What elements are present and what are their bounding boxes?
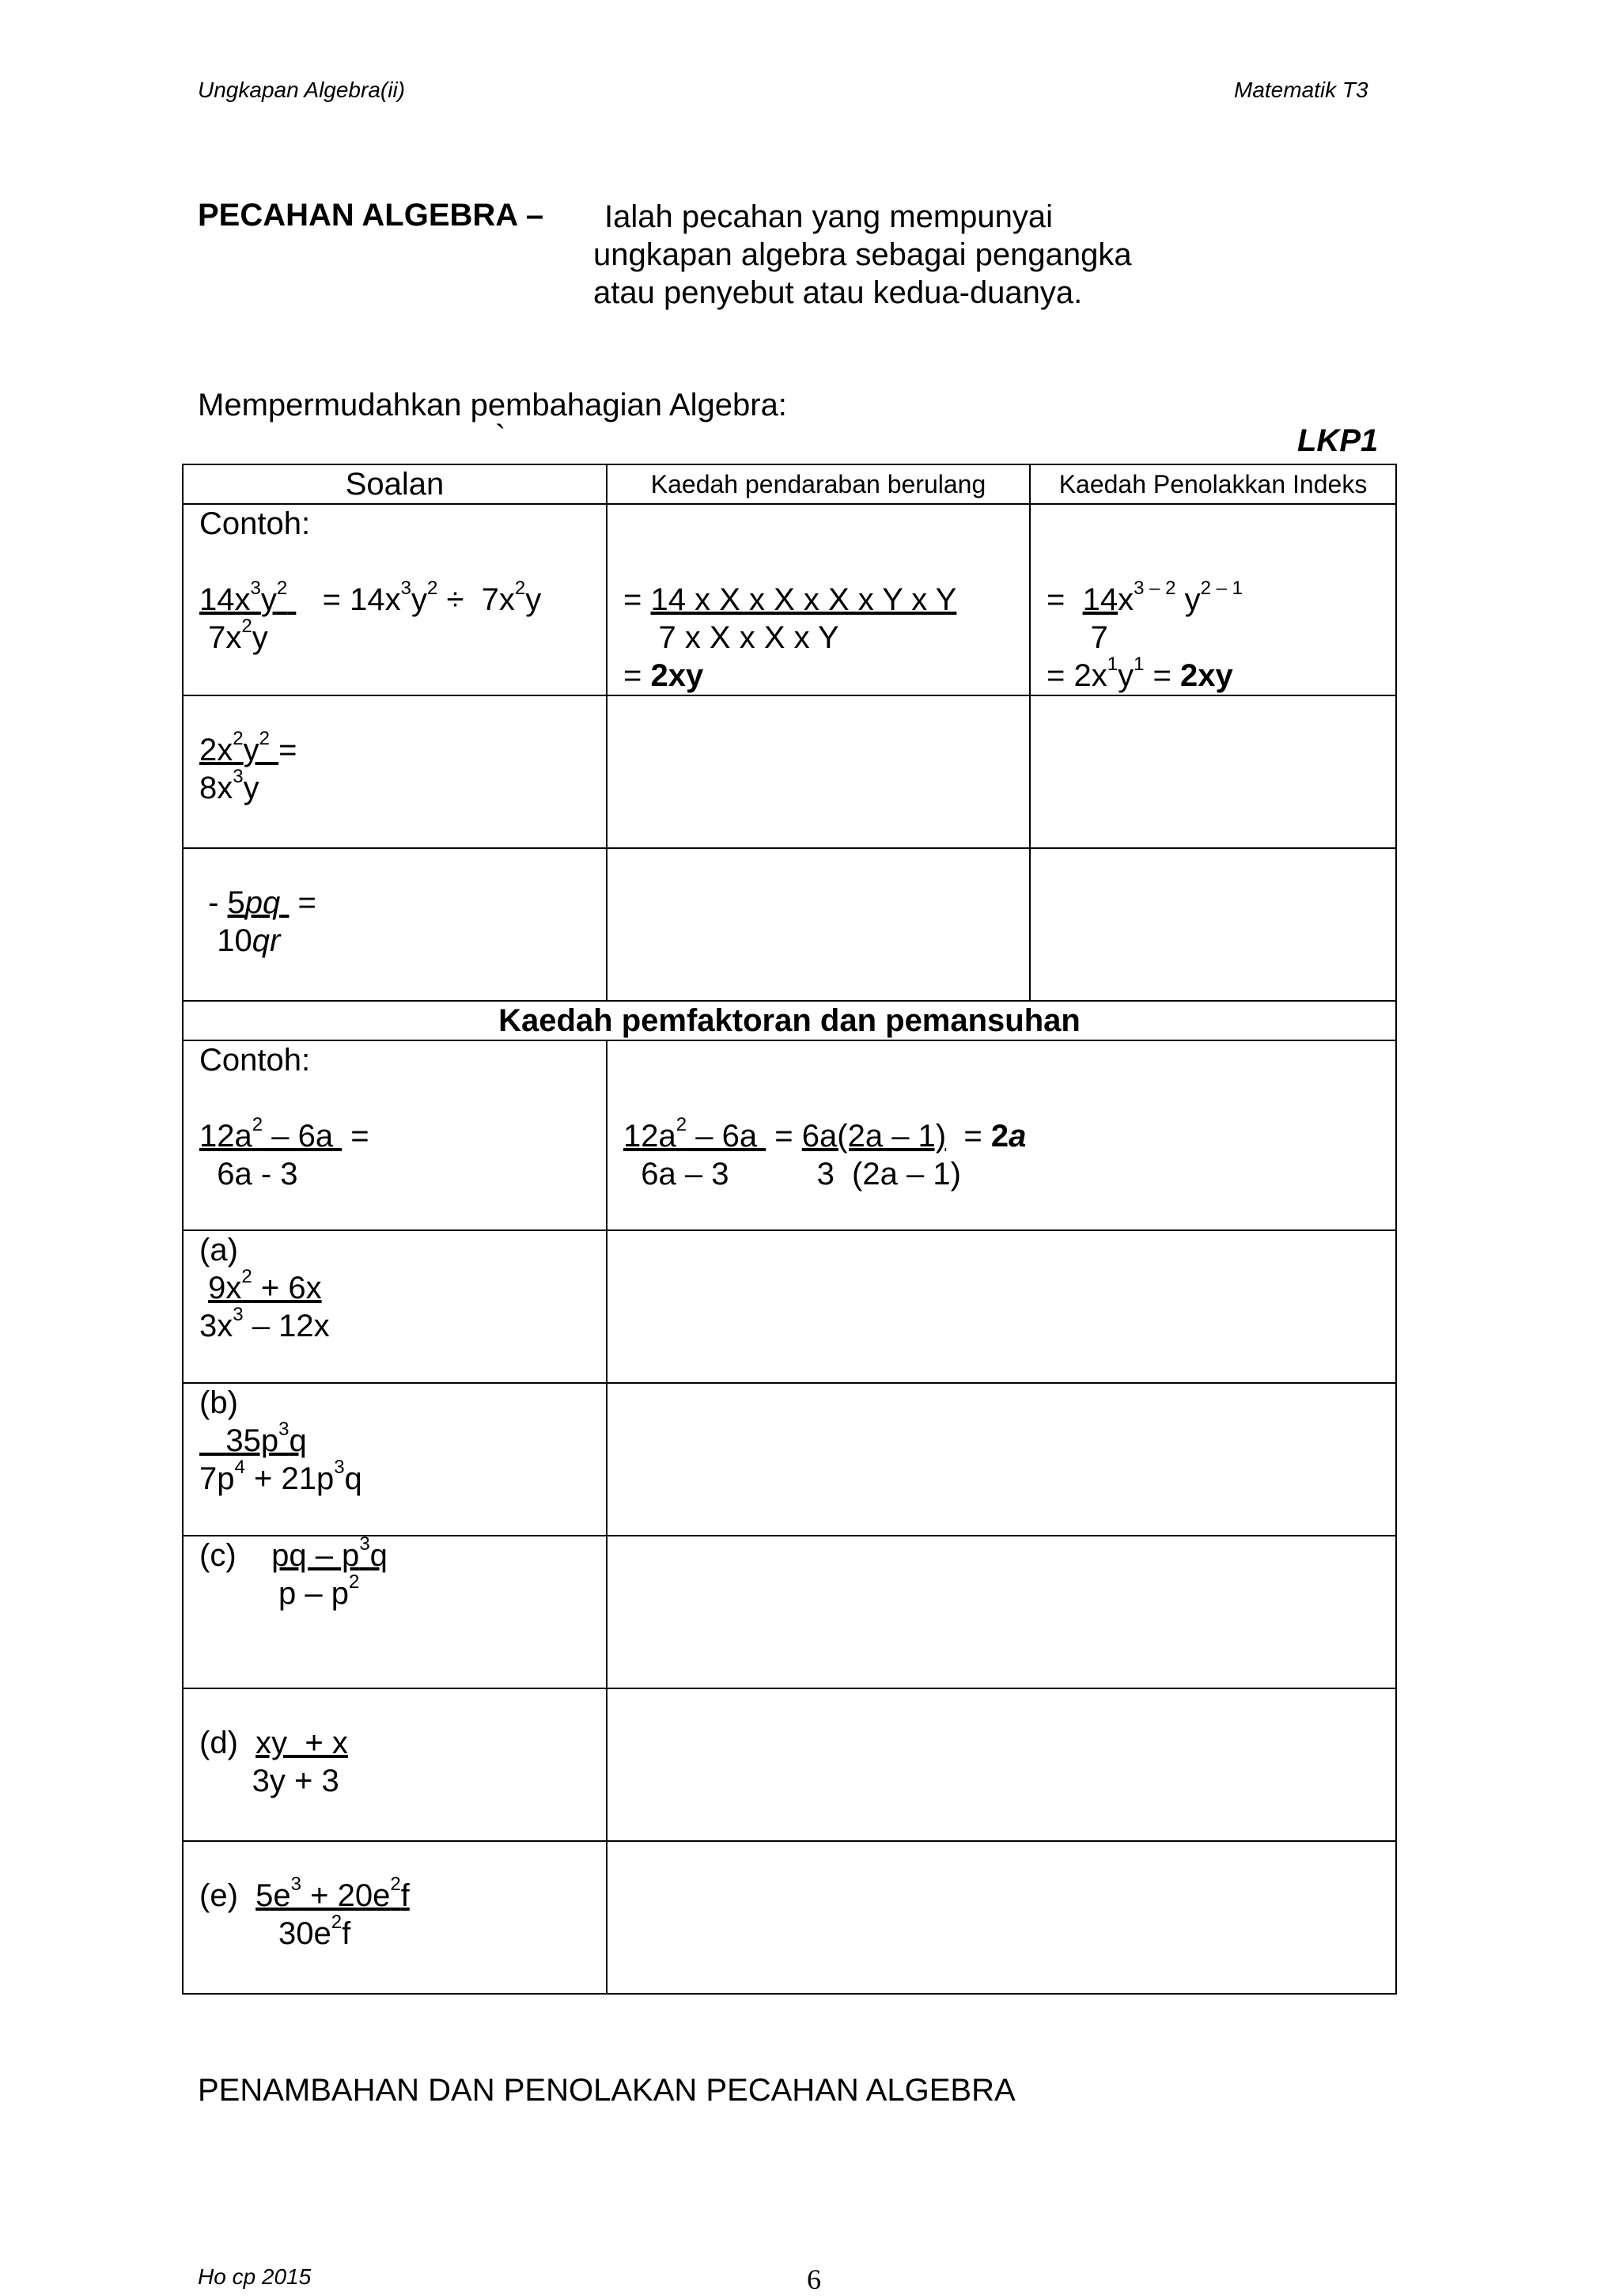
lkp-label: LKP1 — [1297, 423, 1379, 458]
example-question-cell: Contoh: $14x^3y^2$ = $14x^3y^2 \div 7x^2y$ $7x^2y$ — [183, 504, 607, 695]
header-soalan: Soalan — [183, 464, 607, 504]
definition-line-2: ungkapan algebra sebagai pengangka — [593, 237, 1132, 272]
answer-d-cell[interactable] — [607, 1688, 1396, 1841]
question-a-cell: (a) $9x^2 + 6x$ $3x^3 - 12x$ — [183, 1230, 607, 1383]
question-c-cell: (c) pq – $p^3q$ p – $p^2$ — [183, 1536, 607, 1688]
example-label: Contoh: — [199, 506, 311, 541]
example-index-subtraction-cell: = $14x^{3 - 2}$ $y^{2 - 1}$ 7 = $2x^1y^1 = 2xy$ — [1030, 504, 1396, 695]
answer-cell-2a[interactable] — [607, 848, 1030, 1001]
answer-cell-2b[interactable] — [1030, 848, 1396, 1001]
example2-solution-cell: $12a^2 - 6a = 6a(2a - 1) = 2a$ 6a – 3 3 (2a – 1) — [607, 1040, 1396, 1230]
question-a-label: (a) — [199, 1233, 238, 1267]
question-cell-2: - 5pq = 10qr — [183, 848, 607, 1001]
subheading: Mempermudahkan pembahagian Algebra: — [198, 388, 787, 422]
question-b-cell: (b) $35p^3q$ $7p^4 + 21p^3q$ — [183, 1383, 607, 1536]
example2-question-cell: Contoh: $12a^2 - 6a$ = 6a - 3 — [183, 1040, 607, 1230]
question-e-cell: (e) $5e^3 + 20e^2f$ $30e^2f$ — [183, 1841, 607, 1994]
answer-e-cell[interactable] — [607, 1841, 1396, 1994]
question-d-label: (d) — [199, 1726, 238, 1760]
section-factorisation-title: Kaedah pemfaktoran dan pemansuhan — [183, 1001, 1396, 1040]
page-number: 6 — [807, 2264, 821, 2295]
definition-text — [593, 198, 1132, 312]
definition-line-3: atau penyebut atau kedua-duanya. — [593, 275, 1083, 310]
backtick-mark: ` — [495, 419, 506, 454]
header-pendaraban: Kaedah pendaraban berulang — [607, 464, 1030, 504]
answer-a-cell[interactable] — [607, 1230, 1396, 1383]
footer-left: Ho cp 2015 — [198, 2264, 312, 2289]
example-expression: $14x^3y^2$ = $14x^3y^2 \div 7x^2y$ — [199, 578, 542, 617]
question-cell-1: $2x^2y^2$ = $8x^3y$ — [183, 695, 607, 848]
worksheet-table — [182, 464, 1397, 1995]
bottom-heading: PENAMBAHAN DAN PENOLAKAN PECAHAN ALGEBRA — [198, 2073, 1016, 2108]
question-b-label: (b) — [199, 1385, 238, 1420]
answer-cell-1a[interactable] — [607, 695, 1030, 848]
answer-c-cell[interactable] — [607, 1536, 1396, 1688]
question-e-label: (e) — [199, 1878, 238, 1913]
header-right: Matematik T3 — [1234, 78, 1368, 102]
question-d-cell: (d) xy + x 3y + 3 — [183, 1688, 607, 1841]
header-left: Ungkapan Algebra(ii) — [198, 78, 405, 102]
answer-cell-1b[interactable] — [1030, 695, 1396, 848]
answer-b-cell[interactable] — [607, 1383, 1396, 1536]
definition-line-1: Ialah pecahan yang mempunyai — [604, 199, 1054, 234]
example-repeated-multiplication-cell: = 14 x X x X x X x Y x Y 7 x X x X x Y = 2xy — [607, 504, 1030, 695]
example2-label: Contoh: — [199, 1043, 311, 1078]
question-c-label: (c) — [199, 1538, 237, 1573]
definition-term: PECAHAN ALGEBRA – — [198, 198, 544, 233]
header-penolakkan: Kaedah Penolakkan Indeks — [1030, 464, 1396, 504]
